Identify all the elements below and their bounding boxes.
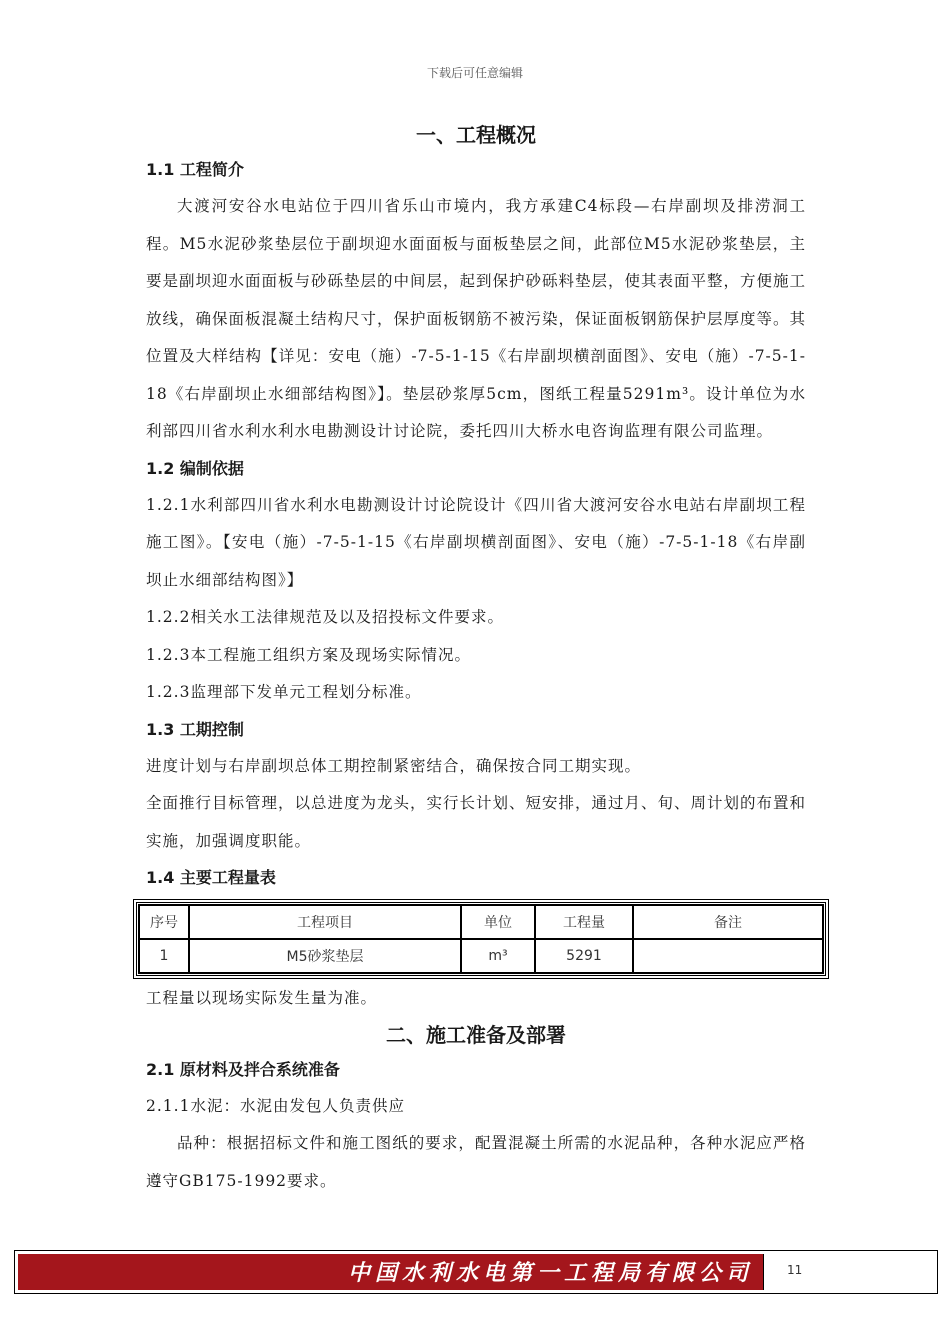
section-1-title: 一、工程概况 <box>416 123 536 147</box>
material-item: 2.1.1水泥：水泥由发包人负责供应 <box>146 1096 405 1115</box>
heading-1-2: 1.2 编制依据 <box>146 458 244 478</box>
table-header-cell: 工程量 <box>535 905 633 939</box>
table-cell: m³ <box>461 939 535 973</box>
schedule-paragraph: 进度计划与右岸副坝总体工期控制紧密结合，确保按合同工期实现。 <box>146 756 642 775</box>
table-row <box>139 939 823 973</box>
basis-item: 1.2.1水利部四川省水利水电勘测设计讨论院设计《四川省大渡河安谷水电站右岸副坝工程施工图》。【安电（施）-7-5-1-15《右岸副坝横剖面图》、安电（施）-7-5-1-18《右岸副坝止水细部结构图》】 <box>146 495 806 589</box>
table-header-row <box>139 905 823 939</box>
basis-item: 1.2.3监理部下发单元工程划分标准。 <box>146 683 422 701</box>
section-2-title: 二、施工准备及部署 <box>386 1022 566 1047</box>
footer-band <box>18 1254 764 1290</box>
heading-1-1: 1.1 工程简介 <box>146 160 244 179</box>
heading-1-4: 1.4 主要工程量表 <box>146 868 276 887</box>
paragraph-1-1: 大渡河安谷水电站位于四川省乐山市境内，我方承建C4标段—右岸副坝及排涝洞工程。M5水泥砂浆垫层位于副坝迎水面面板与面板垫层之间，此部位M5水泥砂浆垫层，主要是副坝迎水面面板与砂砾垫层的中间层，起到保护砂砾料垫层，使其表面平整，方便施工放线，确保面板混凝土结构尺寸，保护面板钢筋不被污染，保证面板钢筋保护层厚度等。其位置及大样结构【详见：安电（施）-7-5-1-15《右岸副坝横剖面图》、安电（施）-7-5-1-18《右岸副坝止水细部结构图》】。垫层砂浆厚5cm，图纸工程量5291m³。设计单位为水利部四川省水利水利水电勘测设计讨论院，委托四川大桥水电咨询监理有限公司监理。 <box>146 197 807 440</box>
table-header-cell: 工程项目 <box>189 905 461 939</box>
schedule-paragraph: 全面推行目标管理，以总进度为龙头，实行长计划、短安排，通过月、旬、周计划的布置和实施，加强调度职能。 <box>146 794 807 850</box>
table-header-cell: 序号 <box>139 905 189 939</box>
table-cell: 5291 <box>535 939 633 973</box>
table-cell: M5砂浆垫层 <box>189 939 461 973</box>
basis-item: 1.2.2相关水工法律规范及以及招投标文件要求。 <box>146 608 504 626</box>
page-number: 11 <box>787 1263 803 1277</box>
heading-2-1: 2.1 原材料及拌合系统准备 <box>146 1059 340 1079</box>
table-cell <box>633 939 823 973</box>
basis-item: 1.2.3本工程施工组织方案及现场实际情况。 <box>146 645 471 664</box>
heading-1-3: 1.3 工期控制 <box>146 719 244 739</box>
page-footer <box>14 1250 938 1294</box>
table-header-cell: 单位 <box>461 905 535 939</box>
table-cell: 1 <box>139 939 189 973</box>
document-body <box>146 118 806 1200</box>
table-note: 工程量以现场实际发生量为准。 <box>146 989 378 1007</box>
quantity-table <box>136 902 826 976</box>
cement-paragraph: 品种：根据招标文件和施工图纸的要求，配置混凝土所需的水泥品种，各种水泥应严格遵守GB175-1992要求。 <box>146 1134 806 1190</box>
company-name: 中国水利水电第一工程局有限公司 <box>347 1260 753 1286</box>
table-header-cell: 备注 <box>633 905 823 939</box>
download-watermark: 下载后可任意编辑 <box>426 66 523 80</box>
